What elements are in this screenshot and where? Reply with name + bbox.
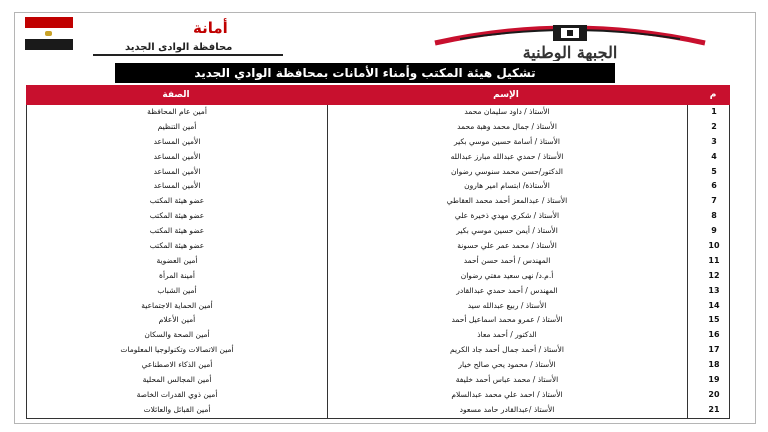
table-body <box>26 105 730 419</box>
table-row <box>27 105 729 120</box>
row-role: الأمين المساعد <box>153 151 201 161</box>
col-header-name: الإسم <box>493 90 519 100</box>
row-number: 2 <box>711 121 717 131</box>
row-name: أ.م.د/ نهى سعيد مفتي رضوان <box>460 270 554 280</box>
table-row <box>27 194 729 209</box>
row-number: 18 <box>708 360 720 370</box>
table-row <box>27 269 729 284</box>
table-row <box>27 328 729 343</box>
row-role: أمين الأعلام <box>158 315 196 325</box>
row-role: عضو هيئة المكتب <box>149 241 205 251</box>
document-title: تشكيل هيئة المكتب وأمناء الأمانات بمحافظة الوادي الجديد <box>115 63 615 83</box>
secretariat-title: أمانة <box>193 19 228 37</box>
row-number: 16 <box>708 330 720 340</box>
row-role: الأمين المساعد <box>153 181 201 191</box>
row-role: أمين العضوية <box>156 255 198 265</box>
row-role: عضو هيئة المكتب <box>149 196 205 206</box>
egypt-flag-icon <box>25 17 73 50</box>
row-role: أمين التنظيم <box>157 121 197 131</box>
table-header <box>26 85 730 105</box>
row-name: الأستاذ / شكري مهدي ذخيرة علي <box>454 211 560 221</box>
row-name: الأستاذ / حمدي عبدالله مبارز عبدالله <box>450 151 564 161</box>
table-row <box>27 403 729 418</box>
table-row <box>27 179 729 194</box>
row-number: 15 <box>708 315 720 325</box>
row-name: المهندس / أحمد حمدي عبدالقادر <box>456 285 558 295</box>
table-row <box>27 150 729 165</box>
table-row <box>27 299 729 314</box>
party-logo <box>405 15 735 61</box>
table-row <box>27 284 729 299</box>
row-number: 17 <box>708 345 720 355</box>
table-row <box>27 343 729 358</box>
row-name: الأستاذ / جمال محمد وهبة محمد <box>457 121 557 131</box>
row-number: 10 <box>708 241 720 251</box>
row-role: أمين المجالس المحلية <box>142 375 212 385</box>
row-name: الدكتور/حسن محمد سنوسي رضوان <box>451 166 563 176</box>
row-number: 14 <box>708 300 720 310</box>
table-row <box>27 135 729 150</box>
party-logo-text: الجبهة الوطنية <box>522 43 618 61</box>
row-number: 8 <box>711 211 717 221</box>
row-name: الأستاذة/ ابتسام امير هارون <box>464 181 550 191</box>
row-number: 19 <box>708 375 720 385</box>
row-number: 1 <box>711 107 717 116</box>
row-name: الأستاذ / محمد عمر علي حسونة <box>457 241 557 251</box>
governorate-subtitle: محافظة الوادى الجديد <box>125 42 233 53</box>
row-name: الأستاذ / أحمد جمال أحمد جاد الكريم <box>449 345 565 355</box>
row-number: 12 <box>708 270 720 280</box>
table-row <box>27 313 729 328</box>
row-name: المهندس / أحمد حسن أحمد <box>463 255 551 265</box>
document-sheet <box>14 12 756 424</box>
row-name: الأستاذ / ربيع عبدالله سيد <box>467 300 547 310</box>
row-number: 4 <box>711 151 717 161</box>
row-role: أمينة المرأة <box>159 270 195 280</box>
row-number: 9 <box>711 226 717 236</box>
row-number: 20 <box>708 389 720 399</box>
table-row <box>27 209 729 224</box>
table-row <box>27 388 729 403</box>
row-role: أمين الاتصالات وتكنولوجيا المعلومات <box>120 345 234 355</box>
row-name: الأستاذ / داود سليمان محمد <box>464 107 550 116</box>
row-role: الأمين المساعد <box>153 166 201 176</box>
row-number: 21 <box>708 404 720 414</box>
row-name: الأستاذ / احمد علي محمد عبدالسلام <box>451 389 563 399</box>
subtitle-underline <box>93 54 283 56</box>
table-row <box>27 254 729 269</box>
row-role: عضو هيئة المكتب <box>149 226 205 236</box>
col-header-num: م <box>709 90 717 100</box>
row-number: 3 <box>711 136 717 146</box>
row-name: الأستاذ / عبدالمعز أحمد محمد العقاطي <box>446 196 568 206</box>
row-role: عضو هيئة المكتب <box>149 211 205 221</box>
row-role: أمين الصحة والسكان <box>144 330 210 340</box>
row-role: أمين الحماية الاجتماعية <box>141 300 213 310</box>
row-name: الأستاذ / أسامة حسين موسي بكير <box>453 136 561 146</box>
row-role: أمين الشباب <box>157 285 197 295</box>
row-number: 7 <box>711 196 717 206</box>
row-role: أمين عام المحافظة <box>147 107 207 116</box>
row-name: الأستاذ /عبدالقادر حامد مسعود <box>459 404 555 414</box>
row-name: الأستاذ / محمود يحي صالح خيار <box>458 360 556 370</box>
row-role: أمين القبائل والعائلات <box>143 404 211 414</box>
row-name: الأستاذ / عمرو محمد اسماعيل أحمد <box>451 315 563 325</box>
row-number: 11 <box>708 255 720 265</box>
row-name: الدكتور / أحمد معاذ <box>477 330 537 340</box>
row-role: أمين ذوي القدرات الخاصة <box>136 389 218 399</box>
row-role: أمين الذكاء الاصطناعي <box>141 360 213 370</box>
table-row <box>27 239 729 254</box>
table-row <box>27 373 729 388</box>
members-table <box>26 85 730 419</box>
table-row <box>27 120 729 135</box>
row-number: 13 <box>708 285 720 295</box>
row-name: الأستاذ / أيمن حسين موسي بكير <box>456 226 558 236</box>
table-row <box>27 224 729 239</box>
table-row <box>27 165 729 180</box>
row-number: 5 <box>711 166 717 176</box>
row-name: الأستاذ / محمد عباس أحمد خليفة <box>455 375 559 385</box>
col-header-role: الصفة <box>162 90 190 100</box>
row-role: الأمين المساعد <box>153 136 201 146</box>
table-row <box>27 358 729 373</box>
row-number: 6 <box>711 181 717 191</box>
